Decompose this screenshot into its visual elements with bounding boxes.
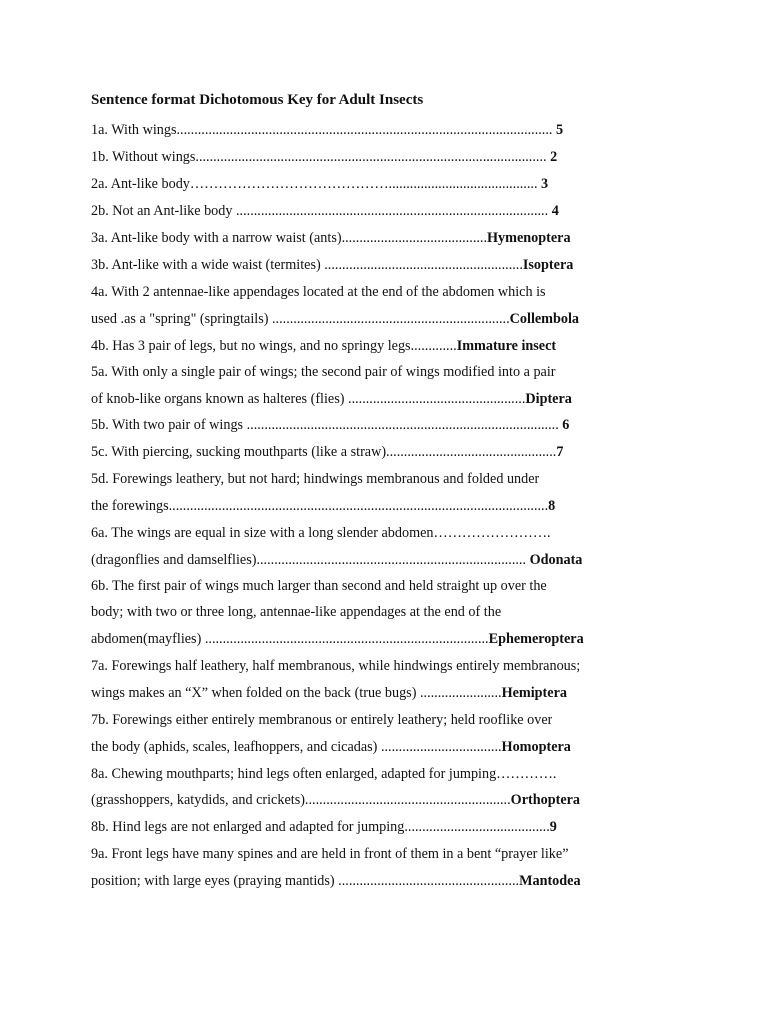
key-line-answer: Immature insect: [456, 338, 557, 354]
key-line-answer: 7: [556, 444, 564, 460]
key-line-answer: 3: [541, 176, 549, 192]
key-line: [91, 337, 556, 355]
key-line-answer: Collembola: [509, 311, 580, 327]
key-line-text: 5b. With two pair of wings ........................................................................................: [91, 417, 563, 433]
key-line: [91, 202, 559, 220]
key-line: [91, 711, 552, 729]
key-line-text: 6a. The wings are equal in size with a long slender abdomen…………………….: [91, 525, 551, 541]
key-line: [91, 497, 555, 515]
key-line-text: 6b. The first pair of wings much larger than second and held straight up over the: [91, 578, 547, 594]
key-line: [91, 818, 557, 836]
key-line-text: (grasshoppers, katydids, and crickets)..........................................................: [91, 792, 511, 808]
key-line: [91, 577, 547, 595]
key-line: [91, 175, 548, 193]
key-line: [91, 310, 579, 328]
key-line-text: wings makes an “X” when folded on the back (true bugs) .......................: [91, 685, 502, 701]
key-line: [91, 765, 556, 783]
key-line-answer: 9: [549, 819, 557, 835]
key-line: [91, 630, 584, 648]
key-line-answer: Hymenoptera: [487, 230, 571, 246]
key-line-text: 8b. Hind legs are not enlarged and adapted for jumping.........................................: [91, 819, 550, 835]
key-line: [91, 283, 546, 301]
key-line-answer: 4: [551, 203, 559, 219]
key-line-text: 3b. Ant-like with a wide waist (termites) ........................................................: [91, 257, 523, 273]
key-line: [91, 738, 571, 756]
key-line-answer: 5: [556, 122, 564, 138]
key-line-answer: Isoptera: [522, 257, 574, 273]
key-line-text: the body (aphids, scales, leafhoppers, and cicadas) ..................................: [91, 739, 502, 755]
key-line: [91, 657, 580, 675]
key-line-text: 2a. Ant-like body……………………………………..........................................: [91, 176, 542, 192]
key-line-text: 5c. With piercing, sucking mouthparts (like a straw)................................................: [91, 444, 557, 460]
key-line: [91, 684, 567, 702]
key-line: [91, 524, 551, 542]
key-line-text: body; with two or three long, antennae-like appendages at the end of the: [91, 604, 502, 620]
key-line-text: position; with large eyes (praying mantids) ...................................................: [91, 873, 520, 889]
key-line-text: 2b. Not an Ant-like body ........................................................................................: [91, 203, 552, 219]
key-line-text: 7a. Forewings half leathery, half membranous, while hindwings entirely membranous;: [91, 658, 581, 674]
key-line: [91, 872, 581, 890]
key-line: [91, 845, 569, 863]
key-line-answer: Orthoptera: [510, 792, 581, 808]
key-line-text: abdomen(mayflies) ................................................................................: [91, 631, 489, 647]
document-title: Sentence format Dichotomous Key for Adult Insects: [91, 92, 424, 108]
key-line: [91, 363, 556, 381]
key-line-text: 1b. Without wings...................................................................................................: [91, 149, 551, 165]
key-line: [91, 551, 582, 569]
key-line-answer: 8: [548, 498, 556, 514]
key-line-text: 4b. Has 3 pair of legs, but no wings, and no springy legs.............: [91, 338, 457, 354]
key-line-text: 5a. With only a single pair of wings; the second pair of wings modified into a pair: [91, 364, 556, 380]
key-line: [91, 603, 501, 621]
key-line-answer: 6: [562, 417, 570, 433]
key-line-text: (dragonflies and damselflies)............................................................................: [91, 552, 530, 568]
key-line: [91, 470, 539, 488]
key-line-text: 5d. Forewings leathery, but not hard; hindwings membranous and folded under: [91, 471, 540, 487]
key-line-text: 3a. Ant-like body with a narrow waist (ants).........................................: [91, 230, 488, 246]
key-line-text: 9a. Front legs have many spines and are held in front of them in a bent “prayer like”: [91, 846, 569, 862]
key-line-answer: Odonata: [529, 552, 583, 568]
key-line-answer: Ephemeroptera: [488, 631, 584, 647]
key-line: [91, 229, 571, 247]
key-line: [91, 443, 563, 461]
key-line-answer: 2: [550, 149, 558, 165]
key-line: [91, 416, 569, 434]
key-line: [91, 148, 557, 166]
key-line-text: used .as a "spring" (springtails) ...................................................................: [91, 311, 510, 327]
key-line-text: 8a. Chewing mouthparts; hind legs often enlarged, adapted for jumping………….: [91, 766, 557, 782]
key-line: [91, 256, 573, 274]
key-line: [91, 390, 572, 408]
key-line-text: 4a. With 2 antennae-like appendages located at the end of the abdomen which is: [91, 284, 546, 300]
key-line-answer: Homoptera: [501, 739, 571, 755]
key-line-answer: Hemiptera: [501, 685, 567, 701]
key-line-answer: Diptera: [525, 391, 572, 407]
key-line-text: 7b. Forewings either entirely membranous or entirely leathery; held rooflike over: [91, 712, 553, 728]
key-line-text: the forewings...........................................................................................................: [91, 498, 549, 514]
key-line-answer: Mantodea: [519, 873, 581, 889]
key-line-text: of knob-like organs known as halteres (flies) ..................................................: [91, 391, 526, 407]
key-line-text: 1a. With wings..........................................................................................................: [91, 122, 556, 138]
key-line: [91, 121, 563, 139]
key-line: [91, 791, 580, 809]
